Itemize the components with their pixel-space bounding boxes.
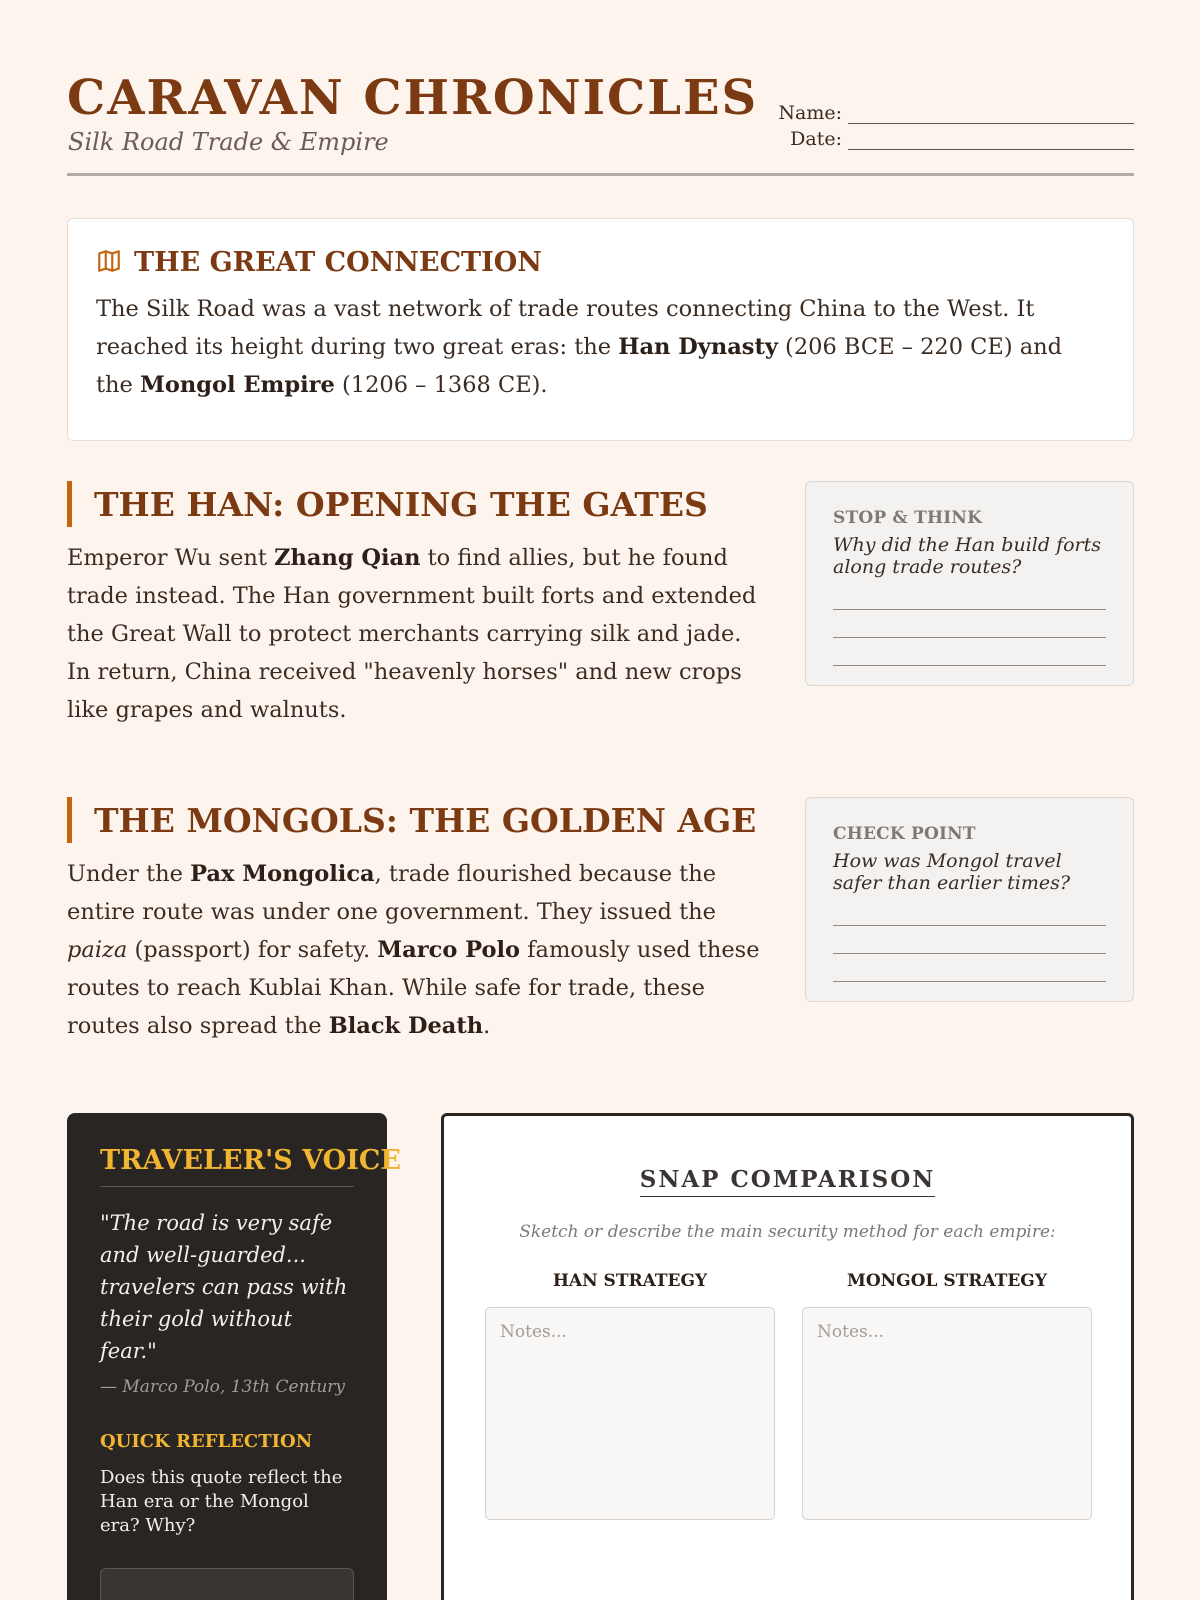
notes-placeholder: Notes... bbox=[817, 1322, 884, 1342]
han-text: Emperor Wu sent Zhang Qian to find allies, but he found trade instead. The Han government built forts and extended the Great Wall to protect merchants carrying silk and jade. In return, China received "heavenly horses" and new crops like grapes and walnuts. bbox=[67, 545, 757, 723]
answer-line[interactable] bbox=[833, 582, 1106, 610]
answer-line[interactable] bbox=[833, 926, 1106, 954]
date-row bbox=[774, 124, 1134, 150]
worksheet-header bbox=[67, 70, 1134, 176]
check-point-box bbox=[805, 797, 1134, 1002]
han-notes-box[interactable] bbox=[485, 1307, 775, 1520]
comparison-instructions: Sketch or describe the main security method for each empire: bbox=[519, 1222, 1056, 1242]
mongol-heading: THE MONGOLS: THE GOLDEN AGE bbox=[67, 797, 767, 843]
intro-heading bbox=[96, 247, 1105, 278]
name-label: Name: bbox=[778, 102, 842, 124]
check-point-label: CHECK POINT bbox=[833, 824, 976, 844]
mongol-strategy-label: MONGOL STRATEGY bbox=[847, 1271, 1047, 1291]
intro-card bbox=[67, 218, 1134, 441]
student-info bbox=[774, 98, 1134, 150]
name-field[interactable] bbox=[848, 106, 1134, 124]
intro-text: The Silk Road was a vast network of trade routes connecting China to the West. It reached its height during two great eras: the Han Dynasty (206 BCE – 220 CE) and the Mongol Empire (1206 – 1368 CE). bbox=[96, 296, 1063, 398]
answer-line[interactable] bbox=[833, 638, 1106, 666]
answer-line[interactable] bbox=[833, 898, 1106, 926]
map-icon bbox=[96, 248, 122, 278]
quote-attribution: — Marco Polo, 13th Century bbox=[100, 1377, 346, 1397]
date-label: Date: bbox=[790, 128, 842, 150]
stop-and-think-box bbox=[805, 481, 1134, 686]
answer-line[interactable] bbox=[833, 954, 1106, 982]
han-heading: THE HAN: OPENING THE GATES bbox=[67, 481, 767, 527]
comparison-title: SNAP COMPARISON bbox=[444, 1166, 1131, 1193]
mongol-notes-box[interactable] bbox=[802, 1307, 1092, 1520]
reflection-question: Does this quote reflect the Han era or the Mongol era? Why? bbox=[100, 1467, 343, 1536]
intro-title: THE GREAT CONNECTION bbox=[134, 247, 542, 278]
reflection-answer-box[interactable] bbox=[100, 1568, 354, 1600]
quote-text: "The road is very safe and well-guarded... travelers can pass with their gold without fear." bbox=[100, 1211, 348, 1363]
page-title: CARAVAN CHRONICLES bbox=[67, 70, 759, 126]
voice-title: TRAVELER'S VOICE bbox=[100, 1145, 354, 1187]
snap-comparison-panel bbox=[441, 1113, 1134, 1600]
think-label: STOP & THINK bbox=[833, 508, 983, 528]
name-row bbox=[774, 98, 1134, 124]
mongol-section bbox=[67, 797, 767, 1045]
think-question: Why did the Han build forts along trade routes? bbox=[833, 534, 1102, 578]
answer-line[interactable] bbox=[833, 610, 1106, 638]
han-strategy-label: HAN STRATEGY bbox=[552, 1271, 708, 1291]
reflection-label: QUICK REFLECTION bbox=[100, 1431, 313, 1452]
travelers-voice-panel bbox=[67, 1113, 401, 1600]
date-field[interactable] bbox=[848, 132, 1134, 150]
check-point-question: How was Mongol travel safer than earlier times? bbox=[833, 850, 1071, 894]
mongol-text: Under the Pax Mongolica, trade flourished because the entire route was under one government. They issued the paiza (passport) for safety. Marco Polo famously used these routes to reach Kublai Khan. While safe for trade, these routes also spread the Black Death. bbox=[67, 861, 760, 1039]
page-subtitle: Silk Road Trade & Empire bbox=[68, 128, 389, 156]
notes-placeholder: Notes... bbox=[500, 1322, 567, 1342]
han-section bbox=[67, 481, 767, 729]
